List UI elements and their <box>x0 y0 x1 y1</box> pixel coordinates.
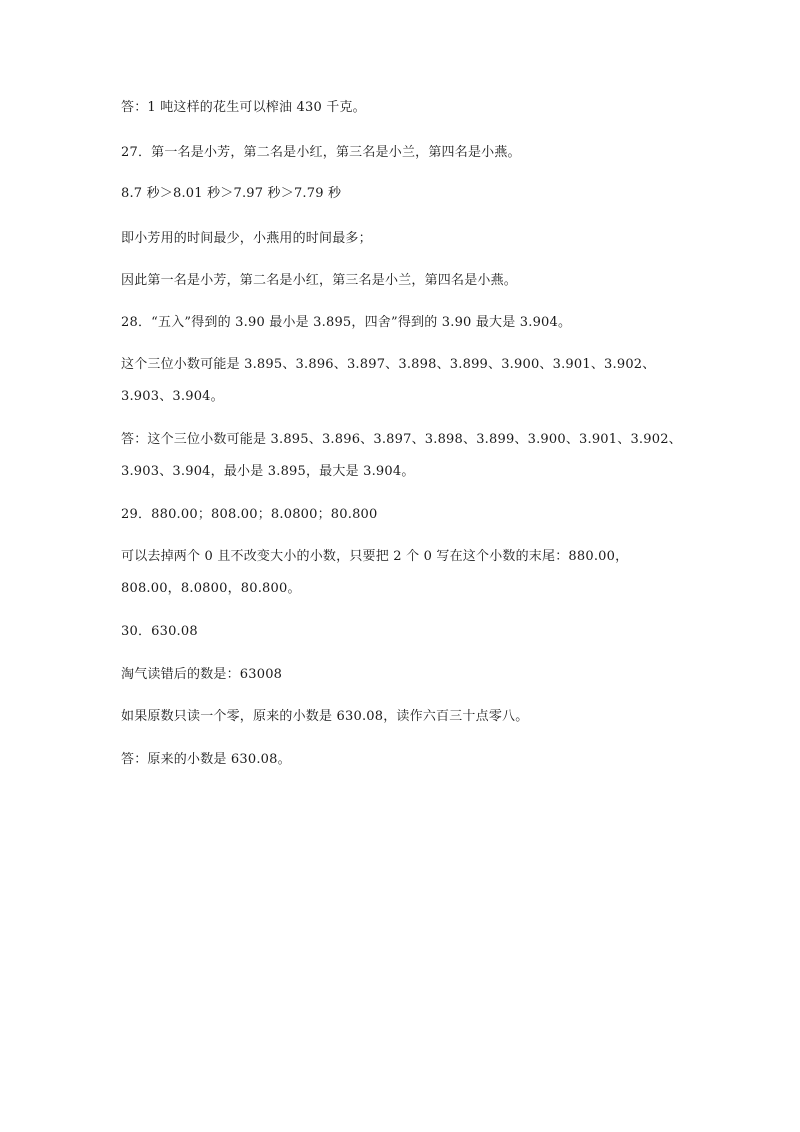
ranking-line: 因此第一名是小芳，第二名是小红，第三名是小兰，第四名是小燕。 <box>121 273 518 288</box>
answer-26-line: 答：1 吨这样的花生可以榨油 430 千克。 <box>121 100 366 115</box>
explanation-29-line: 可以去掉两个 0 且不改变大小的小数，只要把 2 个 0 写在这个小数的末尾：880.00， <box>121 549 629 564</box>
question-29-line: 29．880.00；808.00；8.0800；80.800 <box>121 507 378 522</box>
original-decimal-line: 如果原数只读一个零，原来的小数是 630.08，读作六百三十点零八。 <box>121 709 529 724</box>
time-comparison-line: 8.7 秒＞8.01 秒＞7.97 秒＞7.79 秒 <box>121 186 342 201</box>
question-30-line: 30．630.08 <box>121 624 198 639</box>
answer-30-line: 答：原来的小数是 630.08。 <box>121 752 291 767</box>
question-27-line: 27．第一名是小芳，第二名是小红，第三名是小兰，第四名是小燕。 <box>121 145 521 160</box>
answer-28-line: 答：这个三位小数可能是 3.895、3.896、3.897、3.898、3.899、3.900、3.901、3.902、 <box>121 432 682 447</box>
question-28-line: 28．“五入”得到的 3.90 最小是 3.895，四舍”得到的 3.90 最大是 3.904。 <box>121 315 572 330</box>
possible-decimals-cont-line: 3.903、3.904。 <box>121 389 224 404</box>
explanation-line: 即小芳用的时间最少，小燕用的时间最多； <box>121 231 372 246</box>
answer-28-cont-line: 3.903、3.904，最小是 3.895，最大是 3.904。 <box>121 464 415 479</box>
misread-number-line: 淘气读错后的数是：63008 <box>121 667 283 682</box>
possible-decimals-line: 这个三位小数可能是 3.895、3.896、3.897、3.898、3.899、3.900、3.901、3.902、 <box>121 357 656 372</box>
explanation-29-cont-line: 808.00，8.0800，80.800。 <box>121 581 301 596</box>
